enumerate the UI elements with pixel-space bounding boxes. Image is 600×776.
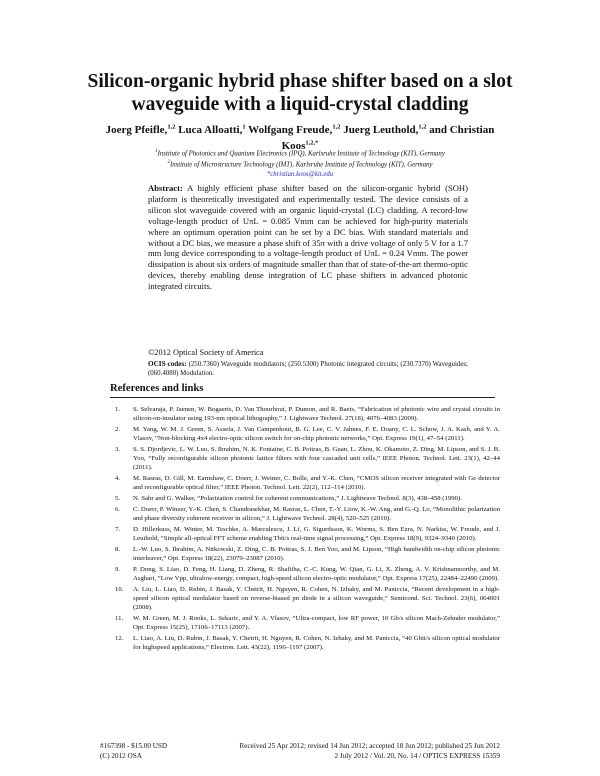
reference-item: 3. S. S. Djordjevic, L. W. Luo, S. Ibrahim, N. K. Fontaine, C. B. Poitras, B. Guan, L. Zhou, K. Okamoto, Z. Ding, M. Lipson, and S. J. B. Yoo, “Fully reconfigurable silicon photonic lattice filters with four cascaded unit cells,” IEEE Photon. Technol. Lett. 23(1), 42–44 (2011).	[115, 446, 500, 471]
author: Juerg Leuthold,$^{1,2}$	[343, 123, 427, 136]
reference-item: 6. C. Doerr, P. Winzer, Y.-K. Chen, S. Chandrasekhar, M. Rasras, L. Chen, T.-Y. Liow, K.-W. Ang, and G.-Q. Lo, “Monolithic polarization and phase diversity coherent receiver in silicon,” J. Lightwave Technol. 28(4), 520–525 (2010).	[115, 506, 500, 522]
reference-item: 11. W. M. Green, M. J. Rooks, L. Sekaric, and Y. A. Vlasov, “Ultra-compact, low RF power, 10 Gb/s silicon Mach-Zehnder modulator,” Opt. Express 15(25), 17106–17113 (2007).	[115, 615, 500, 631]
author: Wolfgang Freude,$^{1,2}$	[248, 123, 341, 136]
references-heading: References and links	[110, 383, 204, 394]
reference-item: 2. M. Yang, W. M. J. Green, S. Assefa, J. Van Campenhout, B. G. Lee, C. V. Jahnes, F. E. Doany, C. L. Schow, J. A. Kash, and Y. A. Vlasov, “Non-blocking 4x4 electro-optic silicon switch for on-chip photonic networks,” Opt. Express 19(1), 47–54 (2011).	[115, 426, 500, 442]
author: Luca Alloatti,$^1$	[178, 123, 246, 136]
author: Joerg Pfeifle,$^{1,2}$	[105, 123, 176, 136]
journal-citation: 2 July 2012 / Vol. 20, No. 14 / OPTICS EXPRESS 15359	[334, 751, 500, 760]
reference-item: 12. L. Liao, A. Liu, D. Rubin, J. Basak, Y. Chetrit, H. Nguyen, R. Cohen, N. Izhaky, and M. Paniccia, “40 Gbit/s silicon optical modulator for highspeed applications,” Electron. Lett. 43(22), 1196–1197 (2007).	[115, 635, 500, 651]
affiliation: $^2$Institute of Microstructure Technology (IMT), Karlsruhe Institute of Technology (KIT), Germany	[167, 160, 433, 169]
references-divider	[110, 397, 495, 398]
document-id: #167398 - $15.00 USD	[100, 742, 168, 750]
affiliations	[80, 147, 520, 179]
ocis-label: OCIS codes:	[148, 360, 187, 368]
email-link[interactable]: *christian.koos@kit.edu	[266, 170, 334, 178]
reference-item: 5. N. Sahr and G. Walker, “Polarization control for coherent communications,” J. Lightwave Technol. 8(3), 438–458 (1990).	[115, 495, 462, 502]
reference-item: 8. L.-W. Luo, S. Ibrahim, A. Nitkowski, Z. Ding, C. B. Poitras, S. J. Ben Yoo, and M. Lipson, “High bandwidth on-chip silicon photonic interleaver,” Opt. Express 18(22), 23079–23087 (2010).	[115, 546, 500, 562]
paper-title: Silicon-organic hybrid phase shifter based on a slot waveguide with a liquid-crystal cladding	[87, 71, 513, 115]
ocis-codes	[148, 360, 468, 378]
abstract-text: A highly efficient phase shifter based on the silicon-organic hybrid (SOH) platform is theoretically investigated and experimentally tested. The device consists of a silicon slot waveguide covered with an organic liquid-crystal (LC) cladding. A record-low voltage-length product of UπL = 0.085 Vmm can be achieved for high-purity materials where an optimum operation point can be set by a DC bias. With standard materials and without a DC bias, we measure a phase shift of 35π with a drive voltage of only 5 V for a 1.7 mm long device corresponding to a voltage-length product of UπL = 0.24 Vmm. The power dissipation is about six orders of magnitude smaller than that of state-of-the-art thermo-optic devices, thereby enabling dense integration of LC phase shifters in advanced photonic integrated circuits.	[148, 183, 468, 292]
page-footer	[100, 742, 500, 761]
reference-item: 7. D. Hillerkuss, M. Winter, M. Teschke, A. Marculescu, J. Li, G. Sigurdsson, K. Worms, S. Ben Ezra, N. Narkiss, W. Freude, and J. Leuthold, “Simple all-optical FFT scheme enabling Tbit/s real-time signal processing,” Opt. Express 18(9), 9324–9340 (2010).	[115, 526, 500, 542]
abstract	[148, 183, 468, 292]
reference-list	[115, 405, 500, 654]
reference-item: 4. M. Rasras, D. Gill, M. Earnshaw, C. Doerr, J. Weiner, C. Bolle, and Y.-K. Chen, “CMOS silicon receiver integrated with Ge detector and reconfigurable optical filter,” IEEE Photon. Technol. Lett. 22(2), 112–114 (2010).	[115, 475, 500, 491]
reference-item: 9. P. Dong, S. Liao, D. Feng, H. Liang, D. Zheng, R. Shafiiha, C.-C. Kung, W. Qian, G. Li, X. Zheng, A. V. Krishnamoorthy, and M. Asghari, “Low Vpp, ultralow-energy, compact, high-speed silicon electro-optic modulator,” Opt. Express 17(25), 22484–22490 (2009).	[115, 566, 500, 582]
ocis-text: (250.7360) Waveguide modulators; (250.5300) Photonic integrated circuits; (230.7370) Waveguides; (060.4080) Modulation.	[148, 361, 468, 377]
affiliation: $^1$Institute of Photonics and Quantum Electronics (IPQ), Karlsruhe Institute of Technology (KIT), Germany	[155, 149, 445, 158]
footer-copyright: (C) 2012 OSA	[100, 751, 142, 760]
received-dates: Received 25 Apr 2012; revised 14 Jun 2012; accepted 18 Jun 2012; published 25 Jun 2012	[239, 742, 500, 750]
copyright-notice: ©2012 Optical Society of America	[148, 348, 264, 357]
reference-item: 10. A. Liu, L. Liao, D. Rubin, J. Basak, Y. Chetrit, H. Nguyen, R. Cohen, N. Izhaky, and M. Paniccia, “Recent development in a high-speed silicon optical modulator based on reverse-biased pn diode in a silicon waveguide,” Semicond. Sci. Technol. 23(6), 064001 (2008).	[115, 586, 500, 611]
reference-item: 1. S. Selvaraja, P. Jaenen, W. Bogaerts, D. Van Thourhout, P. Dumon, and R. Baets, “Fabrication of photonic wire and crystal circuits in silicon-on-insulator using 193-nm optical lithography,” J. Lightwave Technol. 27(18), 4076–4083 (2009).	[115, 406, 500, 422]
author: and Christian Koos$^{1,2,*}$	[281, 123, 495, 153]
abstract-label: Abstract:	[148, 183, 183, 193]
